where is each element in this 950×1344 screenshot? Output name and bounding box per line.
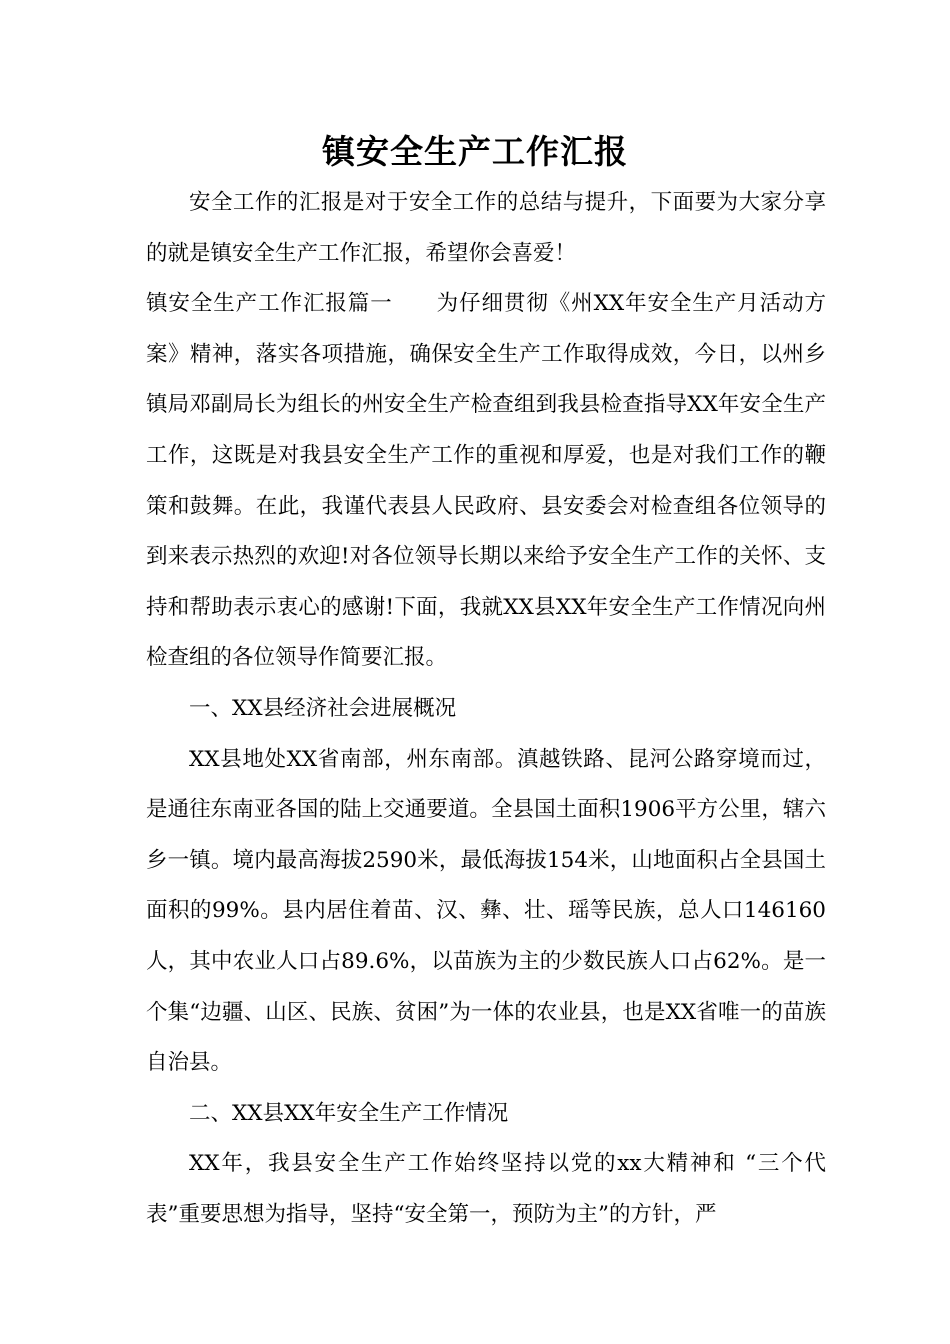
article-opening-paragraph xyxy=(146,279,826,684)
intro-paragraph: 安全工作的汇报是对于安全工作的总结与提升，下面要为大家分享的就是镇安全生产工作汇报，希望你会喜爱！ xyxy=(146,190,826,266)
section1-heading: 一、XX县经济社会进展概况 xyxy=(189,695,457,721)
section2-paragraph: XX年，我县安全生产工作始终坚持以党的xx大精神和 “三个代表”重要思想为指导，坚持“安全第一，预防为主”的方针，严 xyxy=(146,1151,826,1227)
document-body xyxy=(146,178,826,1240)
article-opening-text: 为仔细贯彻《州XX年安全生产月活动方案》精神，落实各项措施，确保安全生产工作取得成效，今日，以州乡镇局邓副局长为组长的州安全生产检查组到我县检查指导XX年安全生产工作，这既是对我县安全生产工作的重视和厚爱，也是对我们工作的鞭策和鼓舞。在此，我谨代表县人民政府、县安委会对检查组各位领导的到来表示热烈的欢迎!对各位领导长期以来给予安全生产工作的关怀、支持和帮助表示衷心的感谢!下面，我就XX县XX年安全生产工作情况向州检查组的各位领导作简要汇报。 xyxy=(146,291,826,671)
document-title: 镇安全生产工作汇报 xyxy=(322,132,628,171)
section1-paragraph: XX县地处XX省南部，州东南部。滇越铁路、昆河公路穿境而过，是通往东南亚各国的陆上交通要道。全县国土面积1906平方公里，辖六乡一镇。境内最高海拔2590米，最低海拔154米，山地面积占全县国土面积的99%。县内居住着苗、汉、彝、壮、瑶等民族，总人口146160人，其中农业人口占89.6%，以苗族为主的少数民族人口占62%。是一个集“边疆、山区、民族、贫困”为一体的农业县，也是XX省唯一的苗族自治县。 xyxy=(146,746,826,1076)
section2-heading: 二、XX县XX年安全生产工作情况 xyxy=(189,1100,509,1126)
article-label: 镇安全生产工作汇报篇一 xyxy=(146,291,393,317)
